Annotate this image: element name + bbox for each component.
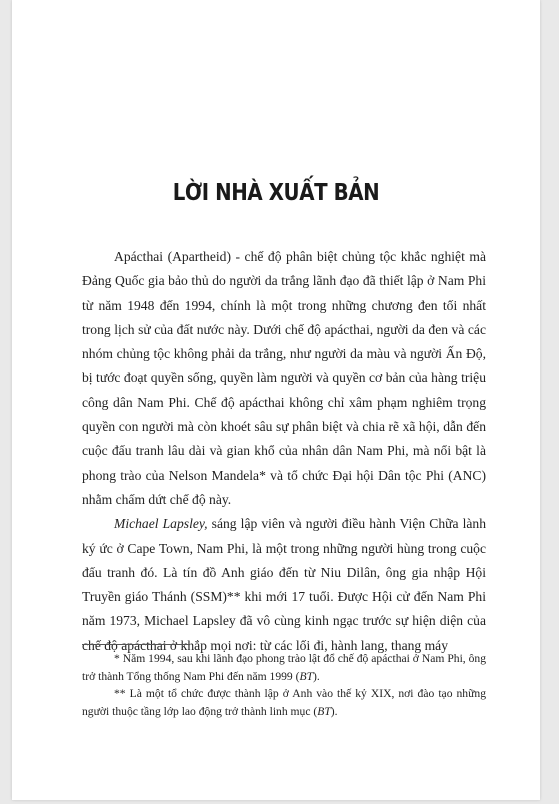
footnote-1-end: ). — [313, 669, 320, 683]
body-text — [82, 245, 486, 658]
paragraph-2 — [82, 512, 486, 658]
author-name: Michael Lapsley, — [114, 516, 208, 532]
footnote-2-end: ). — [330, 704, 338, 718]
footnote-1-tag: BT — [299, 669, 314, 683]
footnote-1 — [82, 650, 486, 685]
footnote-2-tag: BT — [317, 704, 331, 718]
page-title: LỜI NHÀ XUẤT BẢN — [172, 180, 380, 206]
footnote-2-text: ** Là một tổ chức được thành lập ở Anh vào thế kỷ XIX, nơi đào tạo những người thuộc tầng lớp lao động trở thành linh mục ( — [82, 687, 486, 718]
footnote-1-text: * Năm 1994, sau khi lãnh đạo phong trào lật đổ chế độ apácthai ở Nam Phi, ông trở thành Tổng thống Nam Phi đến năm 1999 ( — [82, 652, 486, 683]
paragraph-2-text: sáng lập viên và người điều hành Viện Chữa lành ký ức ở Cape Town, Nam Phi, là một trong những người hùng trong cuộc đấu tranh đó. Là tín đồ Anh giáo đến từ Niu Dilân, ông gia nhập Hội Truyền giáo Thánh (SSM)** khi mới 17 tuổi. Được Hội cử đến Nam Phi năm 1973, Michael Lapsley đã vô cùng kinh ngạc trước sự hiện diện của chế độ apácthai ở khắp mọi nơi: từ các lối đi, hành lang, thang máy — [82, 516, 487, 653]
footnote-divider — [82, 644, 190, 645]
footnotes — [82, 650, 486, 720]
paragraph-1: Apácthai (Apartheid) - chế độ phân biệt chủng tộc khắc nghiệt mà Đảng Quốc gia bảo thủ do người da trắng lãnh đạo đã thiết lập ở Nam Phi từ năm 1948 đến 1994, chính là một trong những chương đen tối nhất trong lịch sử của đất nước này. Dưới chế độ apácthai, người da đen và các nhóm chủng tộc không phải da trắng, như người da màu và người Ấn Độ, bị tước đoạt quyền sống, quyền làm người và quyền cơ bản của hàng triệu công dân Nam Phi. Chế độ apácthai không chỉ xâm phạm nghiêm trọng quyền con người mà còn khoét sâu sự phân biệt và chia rẽ xã hội, dẫn đến cuộc đấu tranh lâu dài và gian khổ của nhân dân Nam Phi, mà nổi bật là phong trào của Nelson Mandela* và tổ chức Đại hội Dân tộc Phi (ANC) nhằm chấm dứt chế độ này. — [82, 249, 486, 507]
book-page — [12, 0, 540, 800]
footnote-2 — [82, 685, 486, 720]
